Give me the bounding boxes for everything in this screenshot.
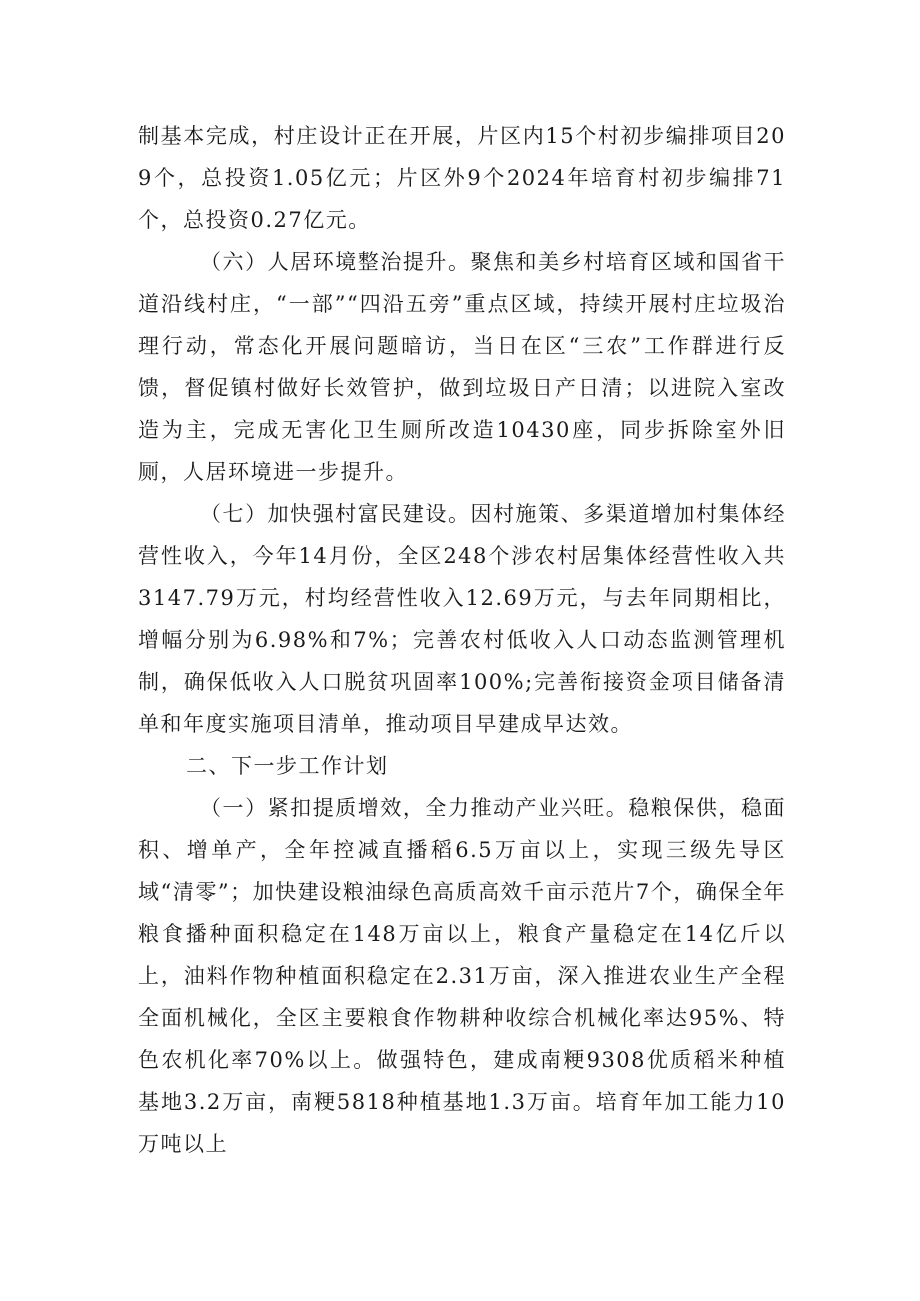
document-body: [138, 115, 786, 1165]
paragraph-continuation: 制基本完成，村庄设计正在开展，片区内15个村初步编排项目209个，总投资1.05亿元；片区外9个2024年培育村初步编排71个，总投资0.27亿元。: [138, 124, 786, 232]
paragraph-industry-prosperity: （一）紧扣提质增效，全力推动产业兴旺。稳粮保供，稳面积、增单产，全年控减直播稻6.5万亩以上，实现三级先导区域“清零”；加快建设粮油绿色高质高效千亩示范片7个，确保全年粮食播种面积稳定在148万亩以上，粮食产量稳定在14亿斤以上，油料作物种植面积稳定在2.31万亩，深入推进农业生产全程全面机械化，全区主要粮食作物耕种收综合机械化率达95%、特色农机化率70%以上。做强特色，建成南粳9308优质稻米种植基地3.2万亩，南粳5818种植基地1.3万亩。培育年加工能力10万吨以上: [138, 796, 786, 1156]
paragraph-village-prosperity: （七）加快强村富民建设。因村施策、多渠道增加村集体经营性收入，今年14月份，全区248个涉农村居集体经营性收入共3147.79万元，村均经营性收入12.69万元，与去年同期相比，增幅分别为6.98%和7%；完善农村低收入人口动态监测管理机制，确保低收入人口脱贫巩固率100%;完善衔接资金项目储备清单和年度实施项目清单，推动项目早建成早达效。: [138, 502, 786, 736]
paragraph-living-environment: （六）人居环境整治提升。聚焦和美乡村培育区域和国省干道沿线村庄，“一部”“四沿五旁”重点区域，持续开展村庄垃圾治理行动，常态化开展问题暗访，当日在区“三农”工作群进行反馈，督促镇村做好长效管护，做到垃圾日产日清；以进院入室改造为主，完成无害化卫生厕所改造10430座，同步拆除室外旧厕，人居环境进一步提升。: [138, 250, 786, 484]
section-heading-next-steps: 二、下一步工作计划: [186, 754, 389, 778]
